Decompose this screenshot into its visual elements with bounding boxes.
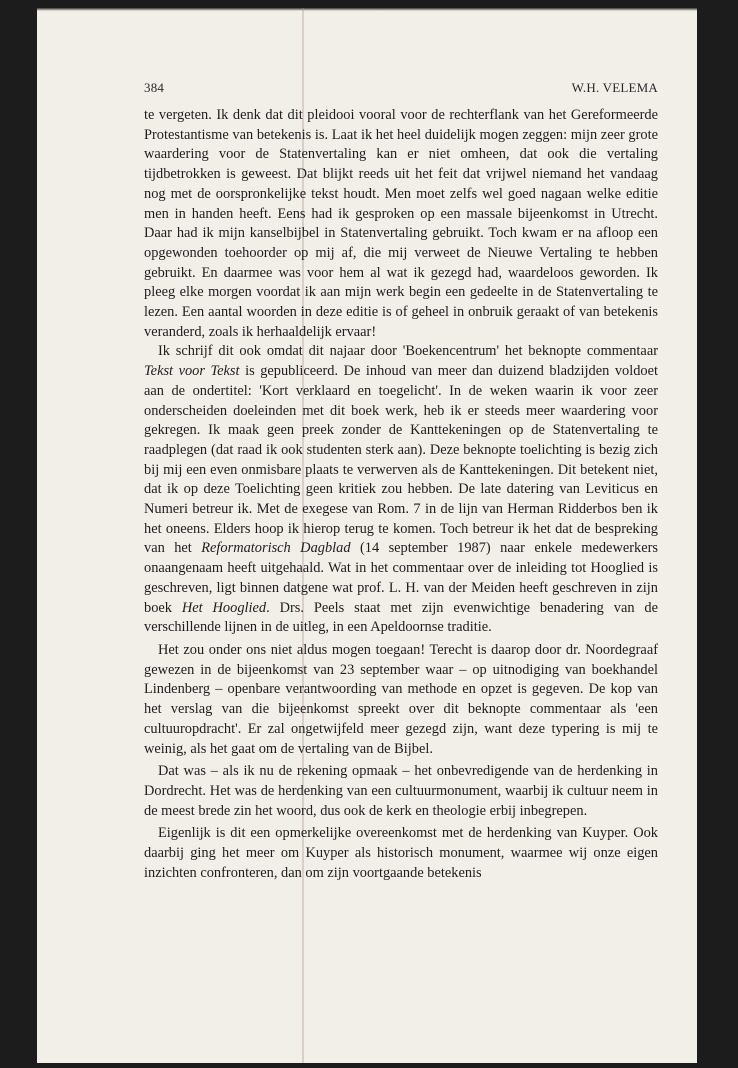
body-text [144,106,658,883]
running-header [144,80,658,96]
paragraph [144,342,658,638]
text-run: (14 september 1987) naar enkele medewerkers onaangenaam heeft uitgehaald. Wat in het commentaar over de inleiding tot Hooglied is geschreven, ligt binnen datgene wat prof. L. H. van der Meiden heeft geschreven in zijn boek [144,540,658,616]
text-run: is gepubliceerd. De inhoud van meer dan duizend bladzijden voldoet aan de ondertitel: 'Kort verklaard en toegelicht'. In de weken waarin ik voor zeer onderscheiden doeleinden met dit boek werk, heb ik er steeds meer waardering voor gekregen. Ik maak geen preek zonder de Kanttekeningen op de Statenvertaling te raadplegen (dat raad ik ook studenten sterk aan). Deze beknopte toelichting is bezig zich bij mij een even onmisbare plaats te verwerven als de Kanttekeningen. Dit betekent niet, dat ik op deze Toelichting geen kritiek zou hebben. De late datering van Leviticus en Numeri betreur ik. Met de exegese van Rom. 7 in de lijn van Herman Ridderbos ben ik het oneens. Elders hoop ik hierop terug te komen. Toch betreur ik het dat de bespreking van het [144,363,659,557]
text-run: te vergeten. Ik denk dat dit pleidooi vooral voor de rechterflank van het Gereformeerde Protestantisme van betekenis is. Laat ik het heel duidelijk mogen zeggen: mijn zeer grote waardering voor de Statenvertaling kan er niet omheen, dat ook die vertaling tijdbetrokken is geweest. Dat blijkt reeds uit het feit dat vrijwel niemand het vandaag nog met de oorspronkelijke tekst houdt. Men moet zelfs wel goed nagaan welke editie men in handen heeft. Eens had ik gesproken op een massale bijeenkomst in Utrecht. Daar had ik mijn kanselbijbel in Statenvertaling gebruikt. Toch kwam er na afloop een opgewonden toehoorder op mij af, die mij verweet de Nieuwe Vertaling te hebben gebruikt. En daarmee was voor hem al wat ik gezegd had, waardeloos geworden. Ik pleeg elke morgen voordat ik aan mijn werk begin een gedeelte in de Statenvertaling te lezen. Een aantal woorden in deze editie is of geheel in onbruik geraakt of van betekenis veranderd, zoals ik herhaaldelijk ervaar! [144,107,658,340]
italic-title: Het Hooglied [181,599,267,616]
paragraph [144,641,658,759]
paragraph [144,106,658,342]
text-run: Ik schrijf dit ook omdat dit najaar door 'Boekencentrum' het beknopte commentaar [158,343,658,360]
page-top-edge [37,8,697,11]
paragraph [144,824,658,883]
italic-title: Reformatorisch Dagblad [201,540,351,557]
text-run: Het zou onder ons niet aldus mogen toegaan! Terecht is daarop door dr. Noordegraaf gewezen in de bijeenkomst van 23 september waar – op uitnodiging van boekhandel Lindenberg – openbare verantwoording van methode en opzet is gegeven. De kop van het verslag van die bijeenkomst spreekt over dit beknopte commentaar als 'een cultuuropdracht'. Er zal ongetwijfeld meer gezegd zijn, want deze typering is mij te weinig, als het gaat om de vertaling van de Bijbel. [144,641,658,757]
paragraph [144,762,658,821]
text-run: Dat was – als ik nu de rekening opmaak – het onbevredigende van de herdenking in Dordrecht. Het was de herdenking van een cultuurmonument, waarbij ik cultuur neem in de meest brede zin het woord, dus ook de kerk en theologie erbij inbegrepen. [144,763,658,819]
text-run: . Drs. Peels staat met zijn evenwichtige benadering van de verschillende lijnen in de uitleg, in een Apeldoornse traditie. [144,599,659,636]
running-title: W.H. VELEMA [571,80,658,95]
italic-title: Tekst voor Tekst [144,363,240,380]
page-number: 384 [144,80,165,95]
text-run: Eigenlijk is dit een opmerkelijke overeenkomst met de herdenking van Kuyper. Ook daarbij ging het meer om Kuyper als historisch monument, waarmee wij onze eigen inzichten confronteren, dan om zijn voortgaande betekenis [144,825,658,881]
book-page [37,8,697,1063]
